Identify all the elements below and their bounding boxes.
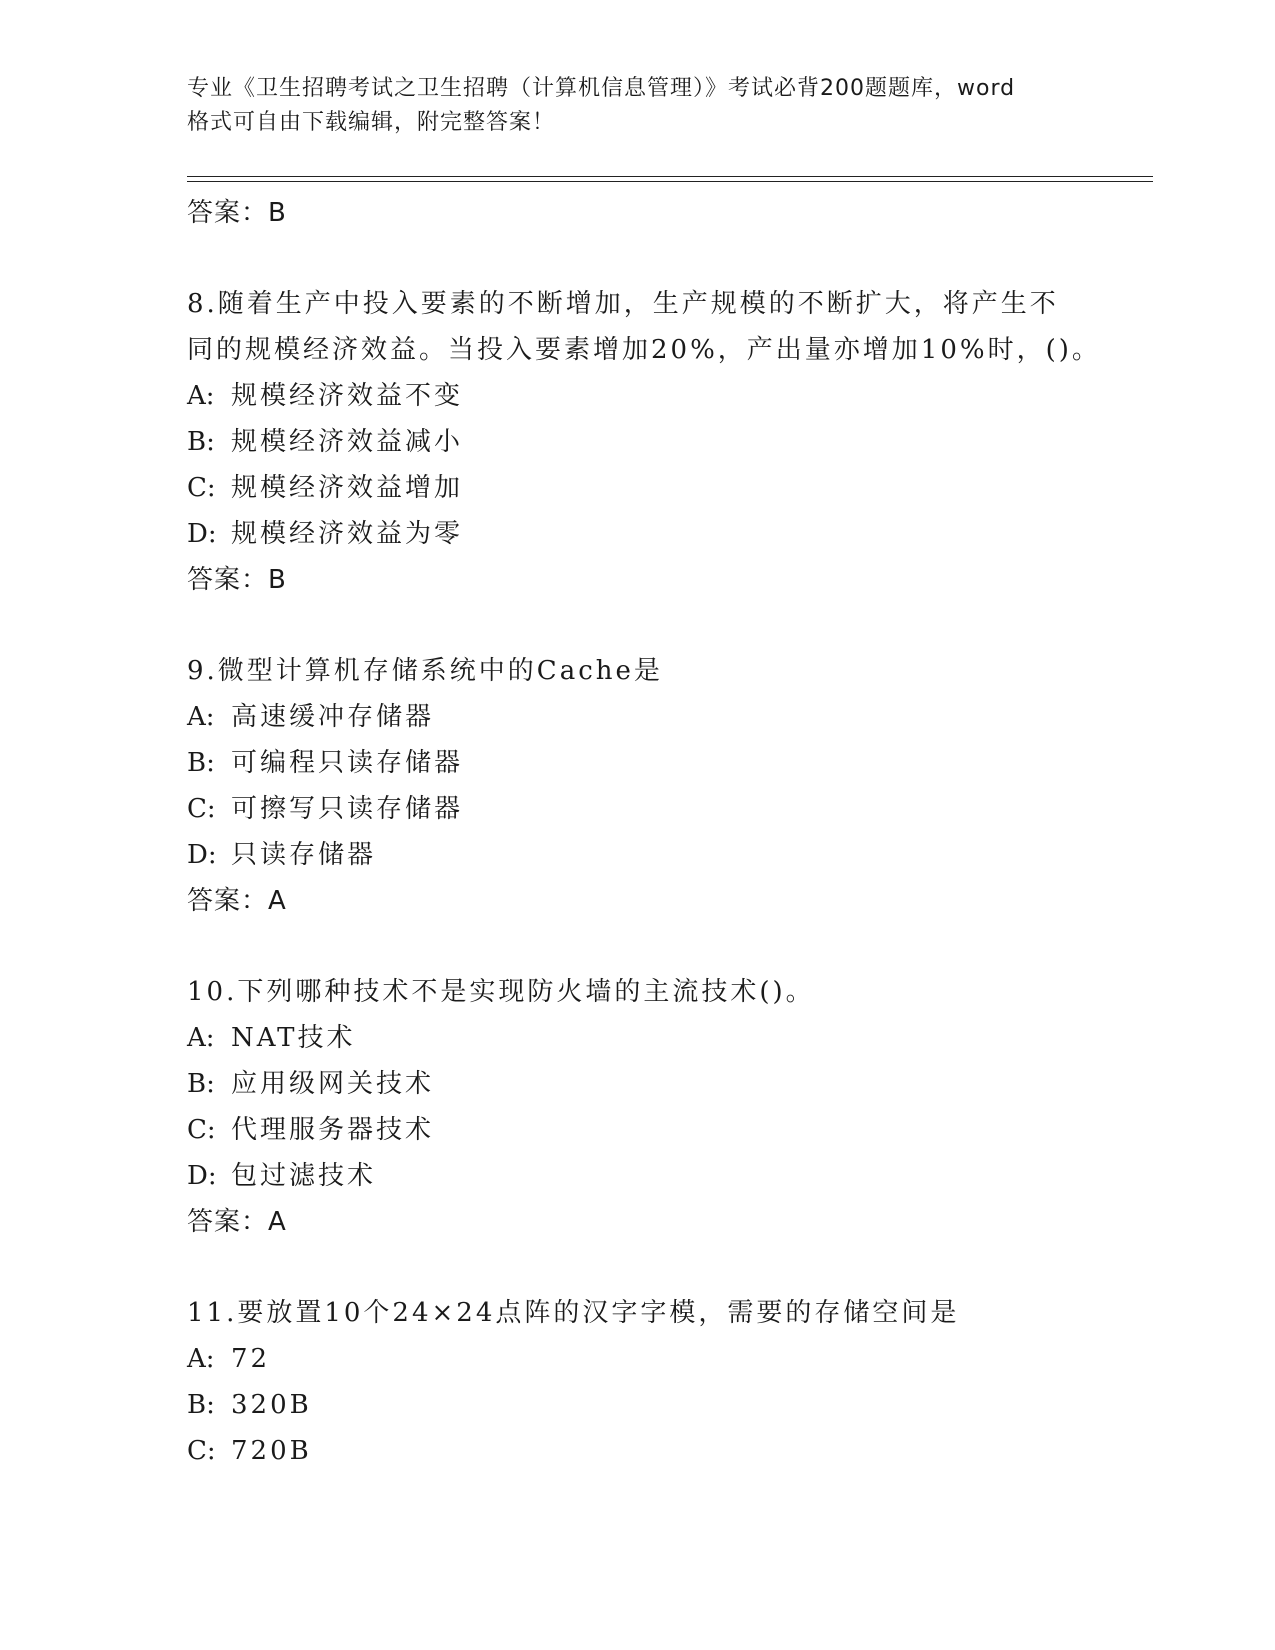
option-text: 可编程只读存储器 [231,748,464,778]
question-11-option-c [187,1428,1147,1474]
option-text: 应用级网关技术 [231,1069,435,1099]
option-text: 只读存储器 [231,840,377,870]
question-9-text-1: 9.微型计算机存储系统中的Cache是 [187,656,663,686]
option-text: 可擦写只读存储器 [231,794,464,824]
question-8-text-1: 8.随着生产中投入要素的不断增加，生产规模的不断扩大，将产生不 [187,289,1059,319]
option-key: D: [187,840,217,870]
option-text: 规模经济效益减小 [231,427,464,457]
option-text: 规模经济效益为零 [231,519,464,549]
question-11-text-1: 11.要放置10个24×24点阵的汉字字模，需要的存储空间是 [187,1298,960,1328]
option-text: 包过滤技术 [231,1161,377,1191]
option-text: 320B [231,1390,312,1420]
question-9-option-a [187,694,1147,740]
header-line-1: 专业《卫生招聘考试之卫生招聘（计算机信息管理）》考试必背200题题库，word [187,76,1016,101]
question-8-option-c [187,465,1147,511]
option-key: A: [187,1023,215,1053]
header-divider-bottom [187,181,1153,182]
option-key: B: [187,1390,215,1420]
question-11-option-b [187,1382,1147,1428]
option-key: D: [187,519,217,549]
question-10-option-d [187,1153,1147,1199]
option-text: 代理服务器技术 [231,1115,435,1145]
question-9-option-b [187,740,1147,786]
question-9-answer: 答案：A [187,886,287,916]
option-key: A: [187,381,215,411]
option-text: 720B [231,1436,312,1466]
question-8-answer: 答案：B [187,565,287,595]
question-9-option-d [187,832,1147,878]
option-key: A: [187,702,215,732]
option-key: A: [187,1344,215,1374]
question-8-option-b [187,419,1147,465]
option-text: 高速缓冲存储器 [231,702,435,732]
question-11 [187,1290,1147,1474]
question-10-option-a [187,1015,1147,1061]
option-key: B: [187,427,215,457]
question-9-option-c [187,786,1147,832]
option-key: C: [187,473,216,503]
question-8-option-d [187,511,1147,557]
option-key: B: [187,748,215,778]
question-10-answer: 答案：A [187,1207,287,1237]
option-key: C: [187,794,216,824]
question-10-text-1: 10.下列哪种技术不是实现防火墙的主流技术()。 [187,977,815,1007]
option-key: B: [187,1069,215,1099]
question-8 [187,281,1147,603]
header-line-2: 格式可自由下载编辑，附完整答案！ [187,110,556,135]
option-text: NAT技术 [231,1023,356,1053]
option-text: 规模经济效益增加 [231,473,464,503]
option-text: 72 [231,1344,271,1374]
option-key: C: [187,1115,216,1145]
question-10-option-c [187,1107,1147,1153]
question-8-text-2: 同的规模经济效益。当投入要素增加20%，产出量亦增加10%时，()。 [187,335,1101,365]
question-10-option-b [187,1061,1147,1107]
header-divider-top [187,176,1153,177]
question-8-option-a [187,373,1147,419]
option-key: C: [187,1436,216,1466]
option-text: 规模经济效益不变 [231,381,464,411]
document-body [187,190,1147,1474]
option-key: D: [187,1161,217,1191]
question-9 [187,648,1147,924]
question-10 [187,969,1147,1245]
answer-previous: 答案：B [187,198,287,228]
question-11-option-a [187,1336,1147,1382]
document-header [187,72,1087,140]
